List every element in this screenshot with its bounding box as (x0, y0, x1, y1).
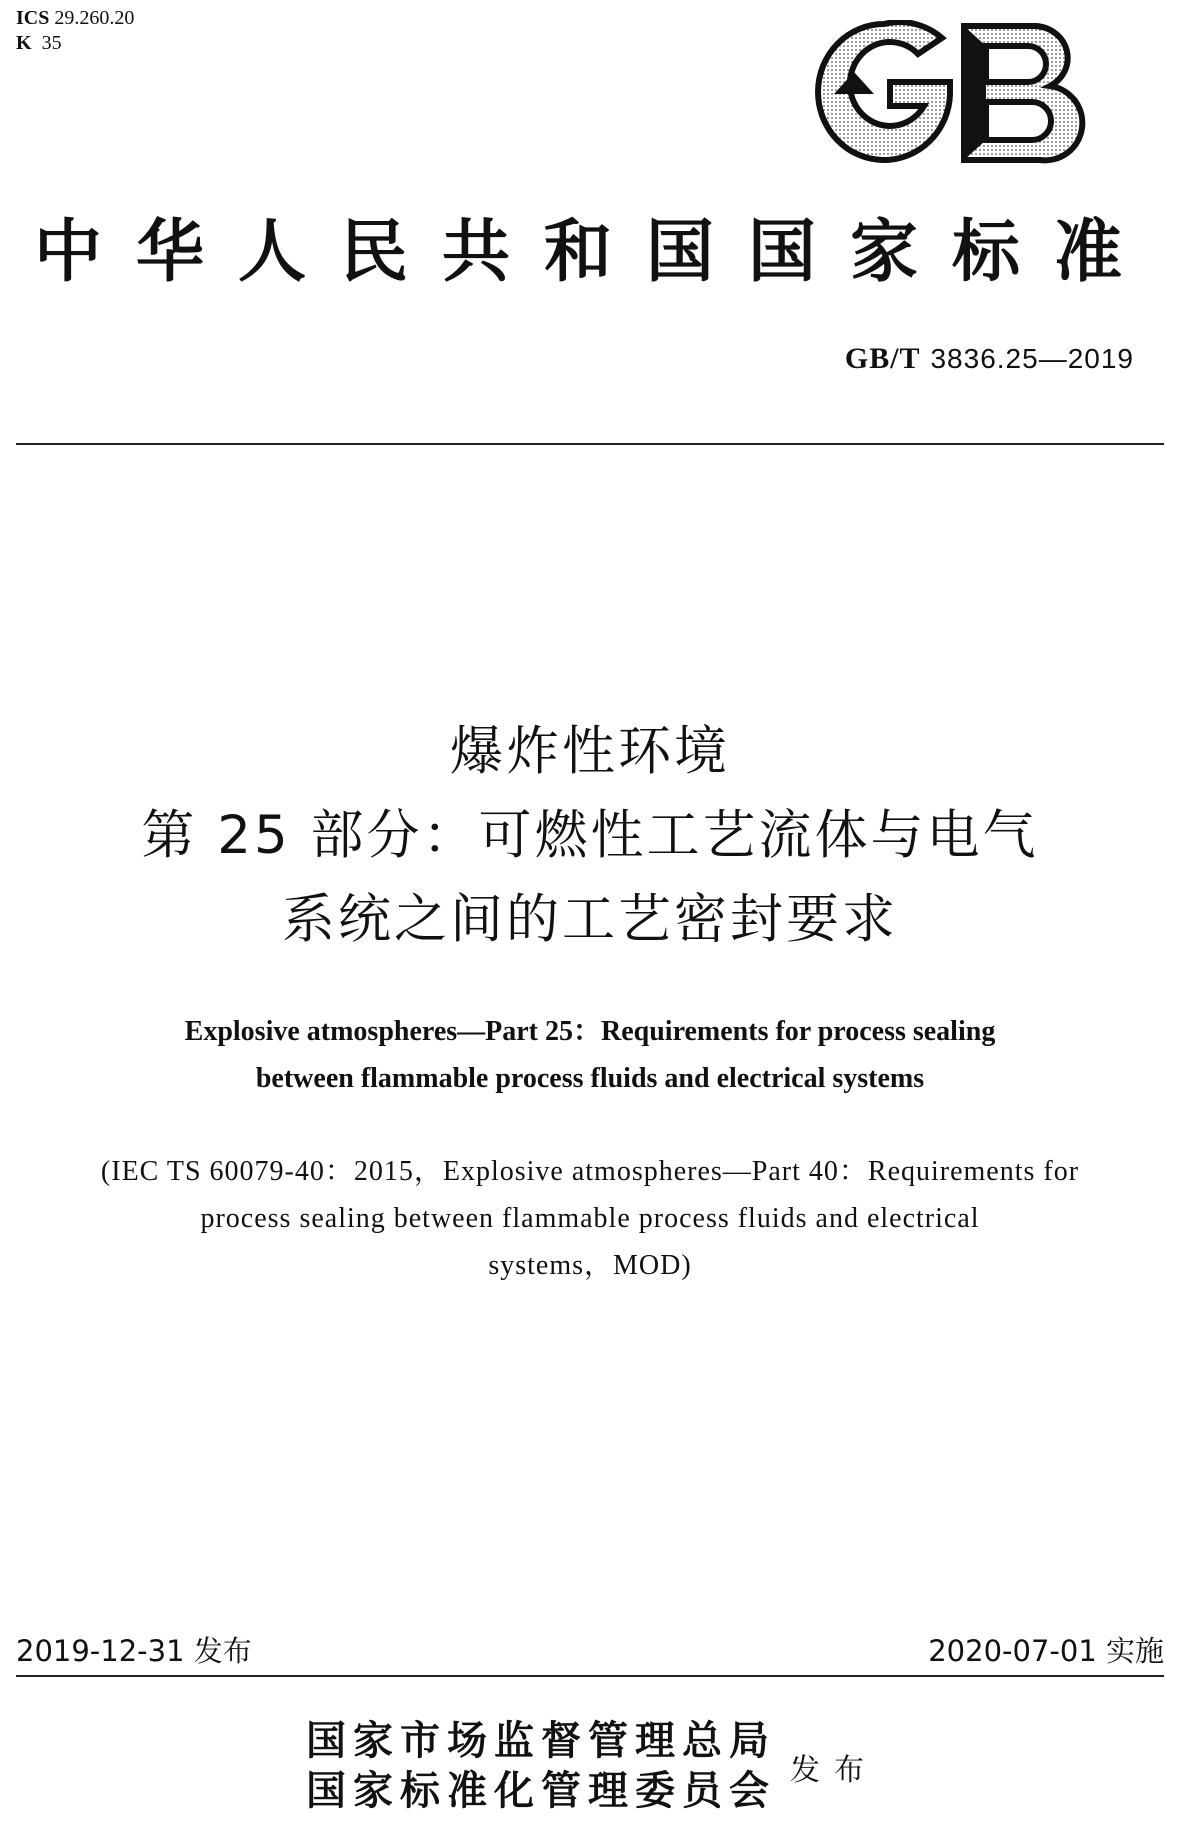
national-standard-title: 中华人民共和国国家标准 (33, 212, 1156, 292)
standard-code: 3836.25—2019 (930, 343, 1134, 374)
english-title (0, 1008, 1180, 1102)
publishing-authorities (306, 1716, 776, 1816)
iec-reference-line-2: process sealing between flammable process fluids and electrical (200, 1203, 980, 1234)
iec-reference (0, 1148, 1180, 1289)
iec-reference-line-3: systems，MOD) (488, 1250, 692, 1281)
ics-label: ICS (16, 7, 50, 29)
publisher-line-1: 国家市场监督管理总局 (306, 1717, 776, 1764)
ccs-label: K (16, 32, 32, 54)
header-divider (16, 443, 1164, 445)
chinese-title (0, 710, 1180, 962)
chinese-title-line-2: 第 25 部分：可燃性工艺流体与电气 (141, 805, 1039, 866)
footer-divider (16, 1675, 1164, 1677)
issue-label: 发布 (790, 1753, 878, 1788)
standard-number (845, 342, 1134, 376)
publisher-line-2: 国家标准化管理委员会 (306, 1767, 776, 1814)
english-title-line-1: Explosive atmospheres—Part 25：Requirements for process sealing (184, 1016, 996, 1047)
ccs-code: 35 (41, 32, 62, 54)
standard-prefix: GB/T (844, 342, 921, 375)
gb-logo (814, 20, 1086, 166)
classification-codes (16, 6, 134, 56)
chinese-title-line-3: 系统之间的工艺密封要求 (282, 889, 898, 950)
chinese-title-line-1: 爆炸性环境 (450, 721, 730, 782)
implementation-date: 2020-07-01 实施 (928, 1634, 1164, 1668)
ics-code: 29.260.20 (54, 7, 135, 29)
english-title-line-2: between flammable process fluids and electrical systems (255, 1063, 925, 1094)
publish-date: 2019-12-31 发布 (16, 1634, 252, 1668)
iec-reference-line-1: (IEC TS 60079-40：2015，Explosive atmospheres—Part 40：Requirements for (100, 1156, 1080, 1187)
